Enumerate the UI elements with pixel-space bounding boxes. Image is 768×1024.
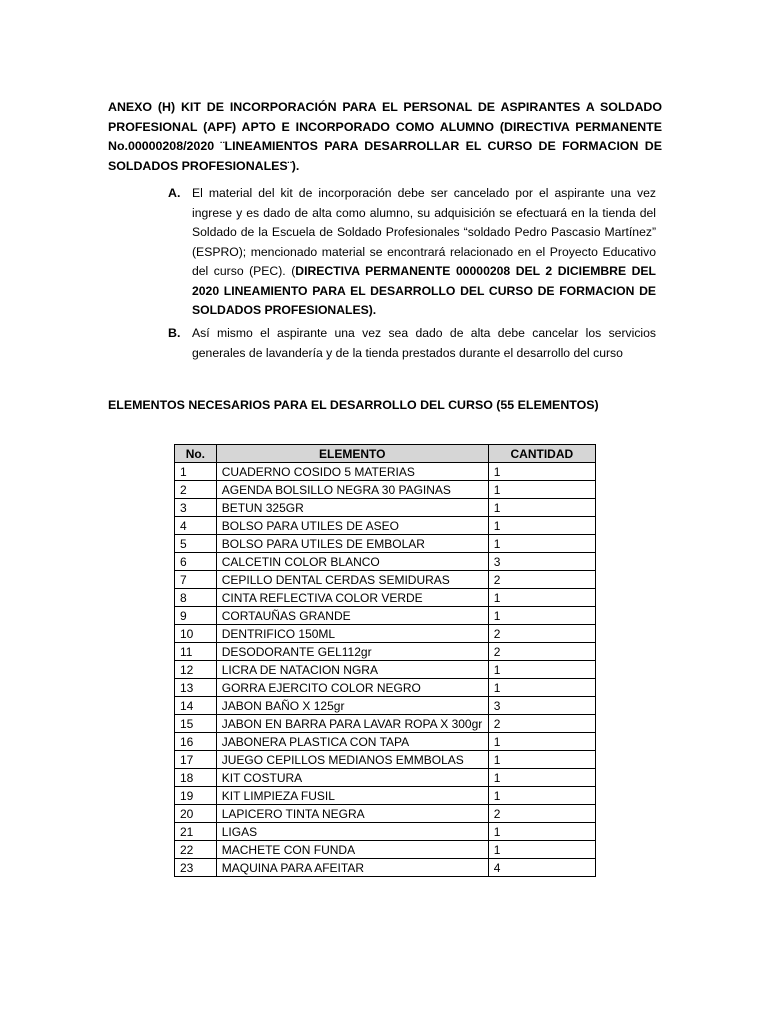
cell-number: 8: [175, 589, 217, 607]
table-row: [175, 823, 596, 841]
cell-element: LICRA DE NATACION NGRA: [216, 661, 488, 679]
cell-number: 5: [175, 535, 217, 553]
section-title: ELEMENTOS NECESARIOS PARA EL DESARROLLO DEL CURSO (55 ELEMENTOS): [108, 398, 599, 412]
table-row: [175, 715, 596, 733]
cell-number: 4: [175, 517, 217, 535]
table-row: [175, 733, 596, 751]
cell-quantity: 1: [488, 787, 595, 805]
column-header-number: No.: [175, 445, 217, 463]
cell-quantity: 1: [488, 823, 595, 841]
table-header-row: [175, 445, 596, 463]
cell-element: AGENDA BOLSILLO NEGRA 30 PAGINAS: [216, 481, 488, 499]
table-row: [175, 499, 596, 517]
cell-number: 1: [175, 463, 217, 481]
column-header-element: ELEMENTO: [216, 445, 488, 463]
cell-number: 21: [175, 823, 217, 841]
cell-quantity: 2: [488, 571, 595, 589]
cell-quantity: 2: [488, 805, 595, 823]
table-row: [175, 625, 596, 643]
cell-number: 18: [175, 769, 217, 787]
cell-number: 9: [175, 607, 217, 625]
table-row: [175, 697, 596, 715]
cell-element: JUEGO CEPILLOS MEDIANOS EMMBOLAS: [216, 751, 488, 769]
cell-quantity: 1: [488, 661, 595, 679]
cell-element: CINTA REFLECTIVA COLOR VERDE: [216, 589, 488, 607]
cell-quantity: 1: [488, 841, 595, 859]
cell-element: BETUN 325GR: [216, 499, 488, 517]
cell-quantity: 2: [488, 643, 595, 661]
cell-element: JABON BAÑO X 125gr: [216, 697, 488, 715]
table-row: [175, 571, 596, 589]
cell-element: JABON EN BARRA PARA LAVAR ROPA X 300gr: [216, 715, 488, 733]
table-row: [175, 679, 596, 697]
cell-number: 16: [175, 733, 217, 751]
cell-number: 14: [175, 697, 217, 715]
elements-table: [174, 444, 596, 877]
cell-quantity: 1: [488, 463, 595, 481]
list-item-bold-text: DIRECTIVA PERMANENTE 00000208 DEL 2 DICIEMBRE DEL 2020 LINEAMIENTO PARA EL DESARROLLO DEL CURSO DE FORMACION DE SOLDADOS PROFESIONALES).: [192, 264, 656, 317]
cell-element: LAPICERO TINTA NEGRA: [216, 805, 488, 823]
list-marker: A.: [168, 186, 181, 200]
cell-number: 23: [175, 859, 217, 877]
list-item-plain-text: El material del kit de incorporación debe ser cancelado por el aspirante una vez ingrese y es dado de alta como alumno, su adquisición se efectuará en la tienda del Soldado de la Escuela de Soldado Profesionales “soldado Pedro Pascasio Martínez” (ESPRO); mencionado material se encontrará relacionado en el Proyecto Educativo del curso (PEC). (: [192, 186, 656, 278]
cell-quantity: 1: [488, 679, 595, 697]
table-row: [175, 553, 596, 571]
list-item-plain-text: Así mismo el aspirante una vez sea dado de alta debe cancelar los servicios generales de lavandería y de la tienda prestados durante el desarrollo del curso: [192, 326, 656, 360]
cell-element: CORTAUÑAS GRANDE: [216, 607, 488, 625]
table-row: [175, 481, 596, 499]
cell-element: DENTRIFICO 150ML: [216, 625, 488, 643]
cell-number: 19: [175, 787, 217, 805]
cell-number: 17: [175, 751, 217, 769]
cell-number: 10: [175, 625, 217, 643]
cell-quantity: 1: [488, 733, 595, 751]
cell-quantity: 3: [488, 697, 595, 715]
cell-quantity: 1: [488, 589, 595, 607]
cell-element: JABONERA PLASTICA CON TAPA: [216, 733, 488, 751]
cell-number: 13: [175, 679, 217, 697]
table-row: [175, 643, 596, 661]
table-body: [175, 463, 596, 877]
table-row: [175, 661, 596, 679]
list-item-text: [192, 324, 656, 363]
cell-element: DESODORANTE GEL112gr: [216, 643, 488, 661]
table-row: [175, 589, 596, 607]
document-heading: ANEXO (H) KIT DE INCORPORACIÓN PARA EL PERSONAL DE ASPIRANTES A SOLDADO PROFESIONAL (APF) APTO E INCORPORADO COMO ALUMNO (DIRECTIVA PERMANENTE No.00000208/2020 ¨LINEAMIENTOS PARA DESARROLLAR EL CURSO DE FORMACION DE SOLDADOS PROFESIONALES¨).: [108, 100, 662, 173]
cell-quantity: 2: [488, 715, 595, 733]
cell-number: 11: [175, 643, 217, 661]
cell-number: 7: [175, 571, 217, 589]
table-row: [175, 805, 596, 823]
cell-number: 22: [175, 841, 217, 859]
cell-element: CALCETIN COLOR BLANCO: [216, 553, 488, 571]
cell-quantity: 2: [488, 625, 595, 643]
cell-element: BOLSO PARA UTILES DE ASEO: [216, 517, 488, 535]
cell-quantity: 1: [488, 607, 595, 625]
cell-element: MACHETE CON FUNDA: [216, 841, 488, 859]
table-row: [175, 517, 596, 535]
cell-element: GORRA EJERCITO COLOR NEGRO: [216, 679, 488, 697]
cell-element: KIT COSTURA: [216, 769, 488, 787]
list-item-text: [192, 184, 656, 321]
cell-quantity: 4: [488, 859, 595, 877]
cell-quantity: 1: [488, 535, 595, 553]
list-marker: B.: [168, 326, 181, 340]
cell-number: 12: [175, 661, 217, 679]
cell-quantity: 3: [488, 553, 595, 571]
table-row: [175, 859, 596, 877]
cell-quantity: 1: [488, 481, 595, 499]
column-header-quantity: CANTIDAD: [488, 445, 595, 463]
cell-number: 20: [175, 805, 217, 823]
cell-quantity: 1: [488, 751, 595, 769]
table-row: [175, 607, 596, 625]
cell-element: MAQUINA PARA AFEITAR: [216, 859, 488, 877]
cell-quantity: 1: [488, 769, 595, 787]
cell-number: 15: [175, 715, 217, 733]
cell-quantity: 1: [488, 517, 595, 535]
table-row: [175, 463, 596, 481]
cell-number: 2: [175, 481, 217, 499]
cell-number: 3: [175, 499, 217, 517]
cell-element: BOLSO PARA UTILES DE EMBOLAR: [216, 535, 488, 553]
table-row: [175, 535, 596, 553]
cell-element: CUADERNO COSIDO 5 MATERIAS: [216, 463, 488, 481]
cell-element: LIGAS: [216, 823, 488, 841]
cell-quantity: 1: [488, 499, 595, 517]
cell-number: 6: [175, 553, 217, 571]
table-row: [175, 841, 596, 859]
table-row: [175, 751, 596, 769]
table-row: [175, 769, 596, 787]
cell-element: KIT LIMPIEZA FUSIL: [216, 787, 488, 805]
cell-element: CEPILLO DENTAL CERDAS SEMIDURAS: [216, 571, 488, 589]
table-row: [175, 787, 596, 805]
